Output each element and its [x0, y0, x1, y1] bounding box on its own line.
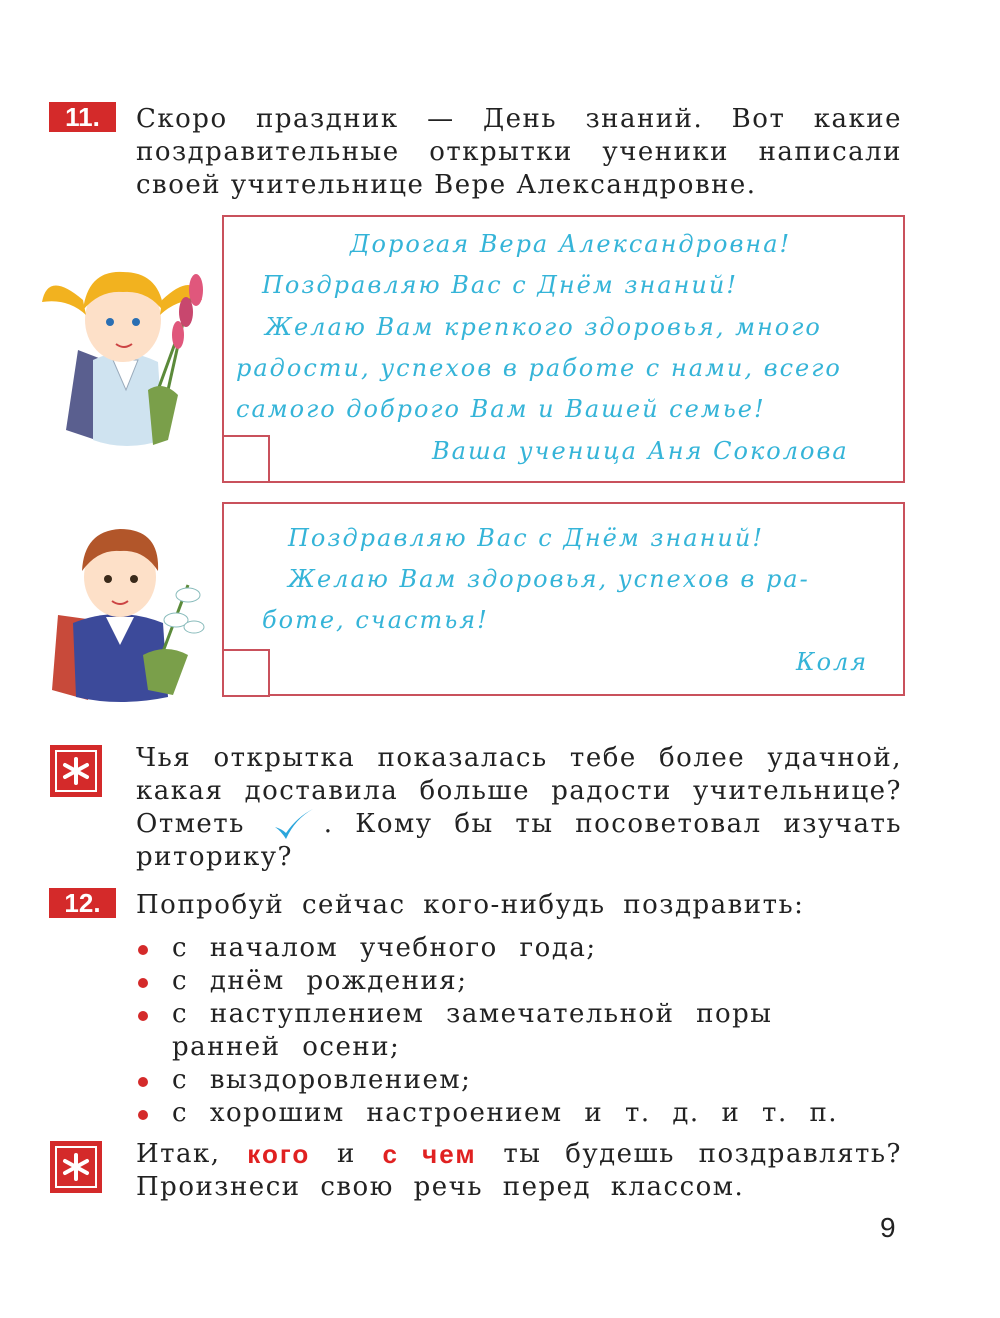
card-line: самого доброго Вам и Вашей семье!: [236, 395, 766, 423]
bullet-icon: [138, 1011, 148, 1021]
list-item: с началом учебного года;: [138, 932, 878, 965]
card-line: Поздравляю Вас с Днём знаний!: [288, 524, 764, 552]
text-line: Произнеси свою речь перед классом.: [136, 1172, 745, 1202]
text-line: риторику?: [136, 842, 293, 872]
mark-checkbox[interactable]: [222, 435, 270, 483]
mark-suffix: . Кому бы ты посоветовал изучать: [323, 809, 902, 839]
page-number: 9: [880, 1212, 896, 1243]
girl-illustration: [38, 240, 208, 455]
card-line: Желаю Вам крепкого здоровья, много: [265, 313, 822, 341]
card-signature: Коля: [796, 648, 869, 676]
task-number-badge: 12.: [49, 888, 116, 918]
card-line: Поздравляю Вас с Днём знаний!: [262, 271, 738, 299]
question1-text: [136, 742, 902, 874]
star-icon: [50, 745, 102, 797]
text-part: ты будешь поздравлять?: [503, 1139, 902, 1169]
text-line: [136, 808, 902, 841]
bullet-icon: [138, 1110, 148, 1120]
card-line: Желаю Вам здоровья, успехов в ра-: [288, 565, 810, 593]
text-line: своей учительнице Вере Александровне.: [136, 170, 757, 200]
text-part: и: [336, 1139, 356, 1169]
bullet-icon: [138, 945, 148, 955]
text-line: поздравительные открытки ученики написали: [136, 137, 902, 167]
highlight-what: с чем: [382, 1139, 477, 1169]
text-part: Итак,: [136, 1139, 221, 1169]
text-line: Скоро праздник — День знаний. Вот какие: [136, 104, 902, 134]
question2-text: [136, 1138, 902, 1204]
star-icon: [50, 1141, 102, 1193]
list-item: с выздоровлением;: [138, 1064, 878, 1097]
card-line: Дорогая Вера Александровна!: [350, 230, 792, 258]
boy-illustration: [48, 505, 208, 705]
mark-label: Отметь: [136, 809, 245, 839]
task11-text: [136, 103, 902, 202]
list-item: с днём рождения;: [138, 965, 878, 998]
text-line: [136, 1138, 902, 1171]
card-line: радости, успехов в работе с нами, всего: [236, 354, 842, 382]
text-line: Чья открытка показалась тебе более удачной,: [136, 743, 902, 773]
card-signature: Ваша ученица Аня Соколова: [432, 437, 849, 465]
mark-checkbox[interactable]: [222, 649, 270, 697]
task-number-badge: 11.: [49, 102, 116, 132]
checkmark-icon: [271, 807, 315, 843]
bullet-icon: [138, 978, 148, 988]
list-item: с хорошим настроением и т. д. и т. п.: [138, 1097, 878, 1130]
bullet-icon: [138, 1077, 148, 1087]
task12-intro: Попробуй сейчас кого-нибудь поздравить:: [136, 890, 805, 920]
highlight-who: кого: [247, 1139, 311, 1169]
text-line: какая доставила больше радости учительнице?: [136, 776, 902, 806]
card-line: боте, счастья!: [262, 606, 489, 634]
list-item: с наступлением замечательной поры ранней осени;: [138, 998, 878, 1064]
